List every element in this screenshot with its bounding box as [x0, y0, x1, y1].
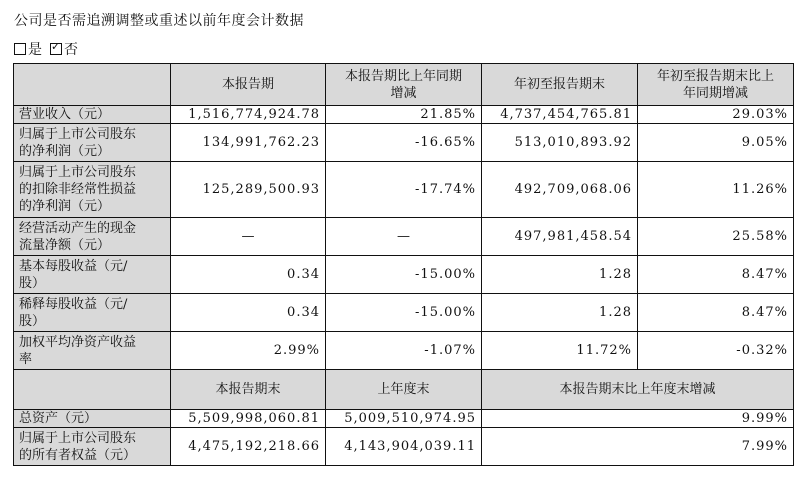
table-row	[14, 218, 794, 256]
table-header-row	[14, 370, 794, 410]
option-no[interactable]	[50, 39, 78, 59]
row-label	[14, 162, 171, 218]
header-cell: 年初至报告期末	[482, 64, 638, 106]
row-label-line: 的扣除非经常性损益	[19, 182, 137, 197]
table-cell: 5,009,510,974.95	[326, 410, 482, 428]
table-cell: -1.07%	[326, 332, 482, 370]
table-cell: 1.28	[482, 256, 638, 294]
table-cell: 492,709,068.06	[482, 162, 638, 218]
row-label-line: 稀释每股收益（元/	[19, 296, 128, 312]
row-label-line: 基本每股收益（元/	[19, 258, 128, 274]
table-cell: 8.47%	[638, 256, 794, 294]
checkbox-empty-icon[interactable]	[14, 43, 26, 55]
table-cell: 21.85%	[326, 106, 482, 124]
header-cell	[326, 64, 482, 106]
row-label	[14, 332, 171, 370]
table-cell: —	[326, 218, 482, 256]
table-cell: 4,143,904,039.11	[326, 428, 482, 466]
option-yes[interactable]	[14, 39, 42, 59]
option-no-label: 否	[64, 42, 78, 58]
header-line: 增减	[390, 85, 417, 101]
row-label-line: 加权平均净资产收益	[19, 334, 137, 350]
checkbox-checked-icon[interactable]	[50, 43, 62, 55]
table-cell: -15.00%	[326, 294, 482, 332]
table-cell: 125,289,500.93	[171, 162, 326, 218]
table-cell: 29.03%	[638, 106, 794, 124]
row-label	[14, 256, 171, 294]
table-cell: 11.26%	[638, 162, 794, 218]
table-row	[14, 294, 794, 332]
table-cell: 25.58%	[638, 218, 794, 256]
table-cell: —	[171, 218, 326, 256]
row-label-line: 总资产（元）	[19, 411, 98, 426]
row-label-line: 归属于上市公司股东	[19, 165, 137, 180]
table-row	[14, 410, 794, 428]
table-cell: 1,516,774,924.78	[171, 106, 326, 124]
table-cell: 4,737,454,765.81	[482, 106, 638, 124]
header-cell: 本报告期	[171, 64, 326, 106]
table-cell: 9.99%	[482, 410, 794, 428]
row-label-line: 经营活动产生的现金	[19, 220, 137, 236]
row-label-line: 归属于上市公司股东	[19, 126, 137, 142]
table-row	[14, 332, 794, 370]
table-cell: -0.32%	[638, 332, 794, 370]
table-cell: -17.74%	[326, 162, 482, 218]
row-label-line: 的所有者权益（元）	[19, 447, 137, 463]
table-cell: -16.65%	[326, 124, 482, 162]
table-header-row	[14, 64, 794, 106]
row-label	[14, 124, 171, 162]
table-row	[14, 106, 794, 124]
header-line: 年同期增减	[682, 85, 748, 101]
table-cell: 0.34	[171, 256, 326, 294]
header-cell	[14, 370, 171, 410]
table-cell: 497,981,458.54	[482, 218, 638, 256]
row-label-line: 率	[19, 351, 33, 367]
row-label	[14, 410, 171, 428]
restatement-options	[14, 39, 78, 59]
section-heading: 公司是否需追溯调整或重述以前年度会计数据	[14, 13, 304, 29]
row-label-line: 的净利润（元）	[19, 199, 111, 214]
table-cell: 2.99%	[171, 332, 326, 370]
table-cell: 4,475,192,218.66	[171, 428, 326, 466]
row-label	[14, 294, 171, 332]
row-label	[14, 218, 171, 256]
financial-data-table	[13, 63, 794, 466]
table-cell: 0.34	[171, 294, 326, 332]
header-line: 本报告期比上年同期	[344, 68, 462, 84]
row-label-line: 归属于上市公司股东	[19, 430, 137, 446]
header-cell: 上年度末	[326, 370, 482, 410]
table-row	[14, 162, 794, 218]
header-cell	[638, 64, 794, 106]
table-cell: 134,991,762.23	[171, 124, 326, 162]
row-label-line: 股）	[19, 275, 46, 291]
table-cell: 513,010,893.92	[482, 124, 638, 162]
row-label-line: 的净利润（元）	[19, 143, 111, 159]
table-row	[14, 256, 794, 294]
row-label-line: 股）	[19, 313, 46, 329]
row-label-line: 流量净额（元）	[19, 237, 111, 253]
header-cell: 本报告期末比上年度末增减	[482, 370, 794, 410]
header-line: 年初至报告期末比上	[656, 68, 774, 84]
table-cell: 7.99%	[482, 428, 794, 466]
table-cell: 1.28	[482, 294, 638, 332]
table-row	[14, 124, 794, 162]
row-label	[14, 428, 171, 466]
table-cell: 8.47%	[638, 294, 794, 332]
table-cell: 5,509,998,060.81	[171, 410, 326, 428]
table-row	[14, 428, 794, 466]
option-yes-label: 是	[28, 42, 42, 58]
table-cell: 11.72%	[482, 332, 638, 370]
header-cell	[14, 64, 171, 106]
table-cell: -15.00%	[326, 256, 482, 294]
table-cell: 9.05%	[638, 124, 794, 162]
row-label: 营业收入（元）	[14, 106, 171, 124]
header-cell: 本报告期末	[171, 370, 326, 410]
